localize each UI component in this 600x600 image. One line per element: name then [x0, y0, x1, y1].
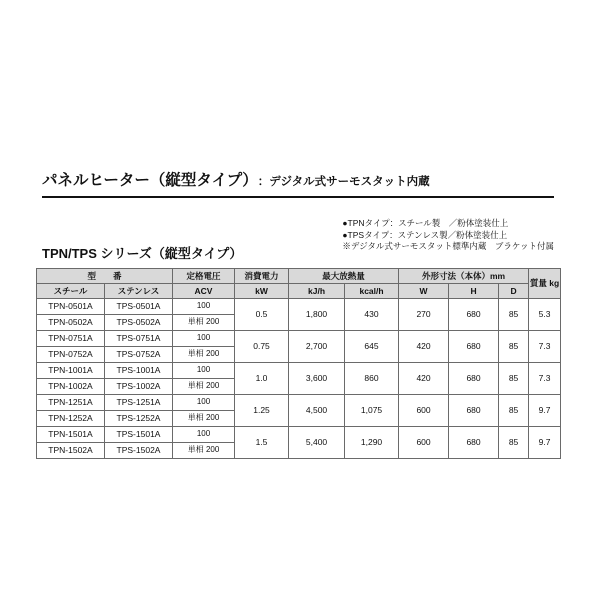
header-kw: kW: [235, 284, 289, 299]
table-header-sub-row: [37, 284, 561, 299]
note-line-2: ●TPSタイプ：ステンレス製／粉体塗装仕上: [342, 229, 508, 240]
cell-model-stainless: TPS-1002A: [105, 379, 173, 395]
page-title: [42, 168, 430, 190]
header-d: D: [499, 284, 529, 299]
header-h: H: [449, 284, 499, 299]
header-dimensions: 外形寸法（本体）mm: [399, 269, 529, 284]
table-row: [37, 395, 561, 411]
spec-table-body: [37, 299, 561, 459]
table-row: [37, 331, 561, 347]
cell-model-steel: TPN-1001A: [37, 363, 105, 379]
cell-w: 600: [399, 427, 449, 459]
cell-voltage: 100: [173, 395, 235, 411]
cell-kw: 0.75: [235, 331, 289, 363]
cell-h: 680: [449, 363, 499, 395]
header-steel: スチール: [37, 284, 105, 299]
cell-w: 420: [399, 363, 449, 395]
table-header-group-row: [37, 269, 561, 284]
cell-model-stainless: TPS-1251A: [105, 395, 173, 411]
cell-h: 680: [449, 299, 499, 331]
cell-voltage: 単相 200: [173, 443, 235, 459]
cell-w: 600: [399, 395, 449, 427]
header-power: 消費電力: [235, 269, 289, 284]
table-row: [37, 299, 561, 315]
product-notes: [342, 218, 554, 253]
header-w: W: [399, 284, 449, 299]
cell-kj: 2,700: [289, 331, 345, 363]
cell-kw: 1.25: [235, 395, 289, 427]
cell-voltage: 100: [173, 299, 235, 315]
cell-model-steel: TPN-0752A: [37, 347, 105, 363]
cell-voltage: 単相 200: [173, 411, 235, 427]
cell-mass: 7.3: [529, 363, 561, 395]
cell-kcal: 645: [345, 331, 399, 363]
cell-d: 85: [499, 331, 529, 363]
cell-d: 85: [499, 299, 529, 331]
cell-kj: 3,600: [289, 363, 345, 395]
cell-model-steel: TPN-1251A: [37, 395, 105, 411]
cell-kj: 5,400: [289, 427, 345, 459]
cell-model-stainless: TPS-1252A: [105, 411, 173, 427]
cell-model-stainless: TPS-1501A: [105, 427, 173, 443]
cell-model-stainless: TPS-0502A: [105, 315, 173, 331]
header-mass: 質量 kg: [529, 269, 561, 299]
cell-voltage: 100: [173, 427, 235, 443]
cell-kcal: 1,075: [345, 395, 399, 427]
header-voltage: 定格電圧: [173, 269, 235, 284]
header-voltage-unit: ACV: [173, 284, 235, 299]
cell-model-steel: TPN-0501A: [37, 299, 105, 315]
cell-kcal: 860: [345, 363, 399, 395]
header-stainless: ステンレス: [105, 284, 173, 299]
cell-kj: 4,500: [289, 395, 345, 427]
cell-model-steel: TPN-1002A: [37, 379, 105, 395]
cell-h: 680: [449, 395, 499, 427]
cell-model-stainless: TPS-1502A: [105, 443, 173, 459]
cell-w: 270: [399, 299, 449, 331]
series-heading: TPN/TPS シリーズ（縦型タイプ）: [42, 246, 243, 261]
cell-model-stainless: TPS-0501A: [105, 299, 173, 315]
cell-w: 420: [399, 331, 449, 363]
cell-kcal: 430: [345, 299, 399, 331]
cell-voltage: 単相 200: [173, 315, 235, 331]
table-row: [37, 363, 561, 379]
cell-model-steel: TPN-0502A: [37, 315, 105, 331]
cell-mass: 7.3: [529, 331, 561, 363]
cell-voltage: 単相 200: [173, 347, 235, 363]
cell-kw: 0.5: [235, 299, 289, 331]
header-model: 型 番: [37, 269, 173, 284]
cell-model-stainless: TPS-1001A: [105, 363, 173, 379]
page-title-main: パネルヒーター（縦型タイプ）: [42, 172, 258, 189]
cell-kj: 1,800: [289, 299, 345, 331]
table-row: [37, 427, 561, 443]
cell-mass: 9.7: [529, 427, 561, 459]
cell-model-stainless: TPS-0751A: [105, 331, 173, 347]
header-kj: kJ/h: [289, 284, 345, 299]
cell-d: 85: [499, 395, 529, 427]
cell-kw: 1.0: [235, 363, 289, 395]
cell-voltage: 100: [173, 331, 235, 347]
cell-h: 680: [449, 331, 499, 363]
cell-kw: 1.5: [235, 427, 289, 459]
header-kcal: kcal/h: [345, 284, 399, 299]
cell-voltage: 100: [173, 363, 235, 379]
header-heat: 最大放熱量: [289, 269, 399, 284]
cell-model-steel: TPN-1502A: [37, 443, 105, 459]
note-line-1: ●TPNタイプ：スチール製 ／粉体塗装仕上: [342, 218, 509, 228]
cell-mass: 9.7: [529, 395, 561, 427]
spec-table: [36, 268, 561, 459]
cell-d: 85: [499, 363, 529, 395]
cell-model-steel: TPN-0751A: [37, 331, 105, 347]
spec-table-container: [36, 268, 560, 459]
cell-h: 680: [449, 427, 499, 459]
spec-table-head: [37, 269, 561, 299]
cell-model-steel: TPN-1252A: [37, 411, 105, 427]
cell-d: 85: [499, 427, 529, 459]
title-divider: [42, 196, 554, 198]
cell-model-stainless: TPS-0752A: [105, 347, 173, 363]
cell-voltage: 単相 200: [173, 379, 235, 395]
cell-kcal: 1,290: [345, 427, 399, 459]
cell-mass: 5.3: [529, 299, 561, 331]
page-title-sub: ：デジタル式サーモスタット内蔵: [257, 176, 430, 188]
cell-model-steel: TPN-1501A: [37, 427, 105, 443]
note-line-3: ※デジタル式サーモスタット標準内蔵 ブラケット付属: [342, 241, 554, 251]
